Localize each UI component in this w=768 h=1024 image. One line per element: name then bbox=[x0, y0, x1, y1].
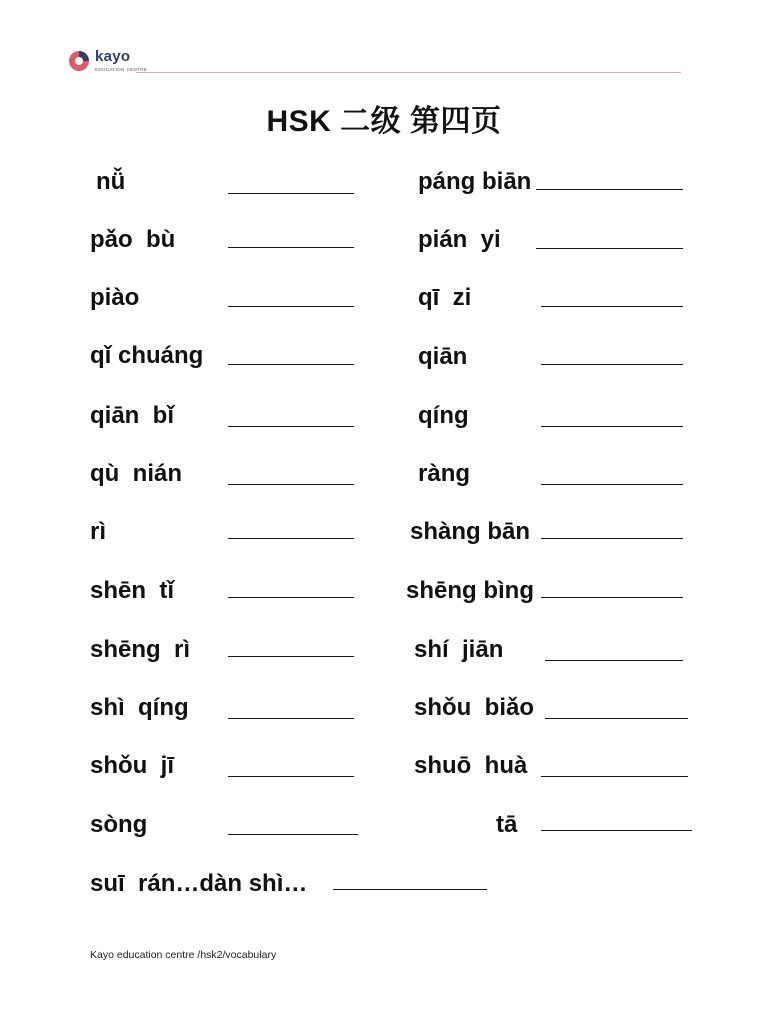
vocab-word: qù nián bbox=[90, 460, 182, 487]
answer-blank[interactable] bbox=[545, 718, 688, 719]
vocab-word: shēn tǐ bbox=[90, 577, 175, 604]
vocab-word: suī rán…dàn shì… bbox=[90, 870, 308, 897]
header-divider bbox=[136, 72, 681, 73]
vocab-word: nǚ bbox=[96, 168, 126, 195]
answer-blank[interactable] bbox=[228, 538, 354, 539]
answer-blank[interactable] bbox=[228, 364, 354, 365]
answer-blank[interactable] bbox=[541, 364, 683, 365]
answer-blank[interactable] bbox=[541, 484, 683, 485]
answer-blank[interactable] bbox=[541, 538, 683, 539]
vocab-word: shǒu jī bbox=[90, 752, 174, 779]
answer-blank[interactable] bbox=[228, 656, 354, 657]
vocab-word: qiān bbox=[418, 343, 468, 370]
vocab-word: shuō huà bbox=[414, 752, 528, 779]
vocab-word: shì qíng bbox=[90, 694, 189, 721]
answer-blank[interactable] bbox=[536, 248, 683, 249]
answer-blank[interactable] bbox=[228, 718, 354, 719]
page-title: HSK 二级 第四页 bbox=[266, 105, 502, 138]
kayo-logo-icon bbox=[68, 50, 90, 72]
vocab-word: shàng bān bbox=[410, 518, 531, 545]
vocab-word: páng biān bbox=[418, 168, 532, 195]
vocab-word: pián yi bbox=[418, 226, 501, 253]
answer-blank[interactable] bbox=[228, 306, 354, 307]
answer-blank[interactable] bbox=[228, 193, 354, 194]
vocab-word: pǎo bù bbox=[90, 226, 176, 253]
vocab-word: tā bbox=[496, 811, 518, 838]
vocab-word: shǒu biǎo bbox=[414, 694, 534, 721]
answer-blank[interactable] bbox=[228, 484, 354, 485]
answer-blank[interactable] bbox=[541, 597, 683, 598]
vocab-word: qī zi bbox=[418, 284, 472, 311]
vocab-word: qǐ chuáng bbox=[90, 342, 204, 369]
answer-blank[interactable] bbox=[545, 660, 683, 661]
answer-blank[interactable] bbox=[228, 776, 354, 777]
brand-tagline: EDUCATION CENTRE bbox=[95, 67, 148, 72]
vocab-word: shēng rì bbox=[90, 636, 191, 663]
vocab-word: ràng bbox=[418, 460, 471, 487]
answer-blank[interactable] bbox=[541, 306, 683, 307]
answer-blank[interactable] bbox=[541, 426, 683, 427]
answer-blank[interactable] bbox=[228, 834, 358, 835]
vocab-word: qíng bbox=[418, 402, 469, 429]
vocab-word: sòng bbox=[90, 811, 148, 838]
vocab-word: piào bbox=[90, 284, 140, 311]
vocab-word: rì bbox=[90, 518, 107, 545]
answer-blank[interactable] bbox=[228, 247, 354, 248]
vocab-word: qiān bǐ bbox=[90, 402, 174, 429]
vocab-word: shí jiān bbox=[414, 636, 504, 663]
answer-blank[interactable] bbox=[333, 889, 487, 890]
answer-blank[interactable] bbox=[228, 597, 354, 598]
answer-blank[interactable] bbox=[541, 776, 688, 777]
vocab-word: shēng bìng bbox=[406, 577, 534, 604]
answer-blank[interactable] bbox=[541, 830, 692, 831]
answer-blank[interactable] bbox=[536, 189, 683, 190]
answer-blank[interactable] bbox=[228, 426, 354, 427]
brand-name: kayo bbox=[95, 48, 131, 65]
page-footer: Kayo education centre /hsk2/vocabulary bbox=[90, 949, 277, 961]
